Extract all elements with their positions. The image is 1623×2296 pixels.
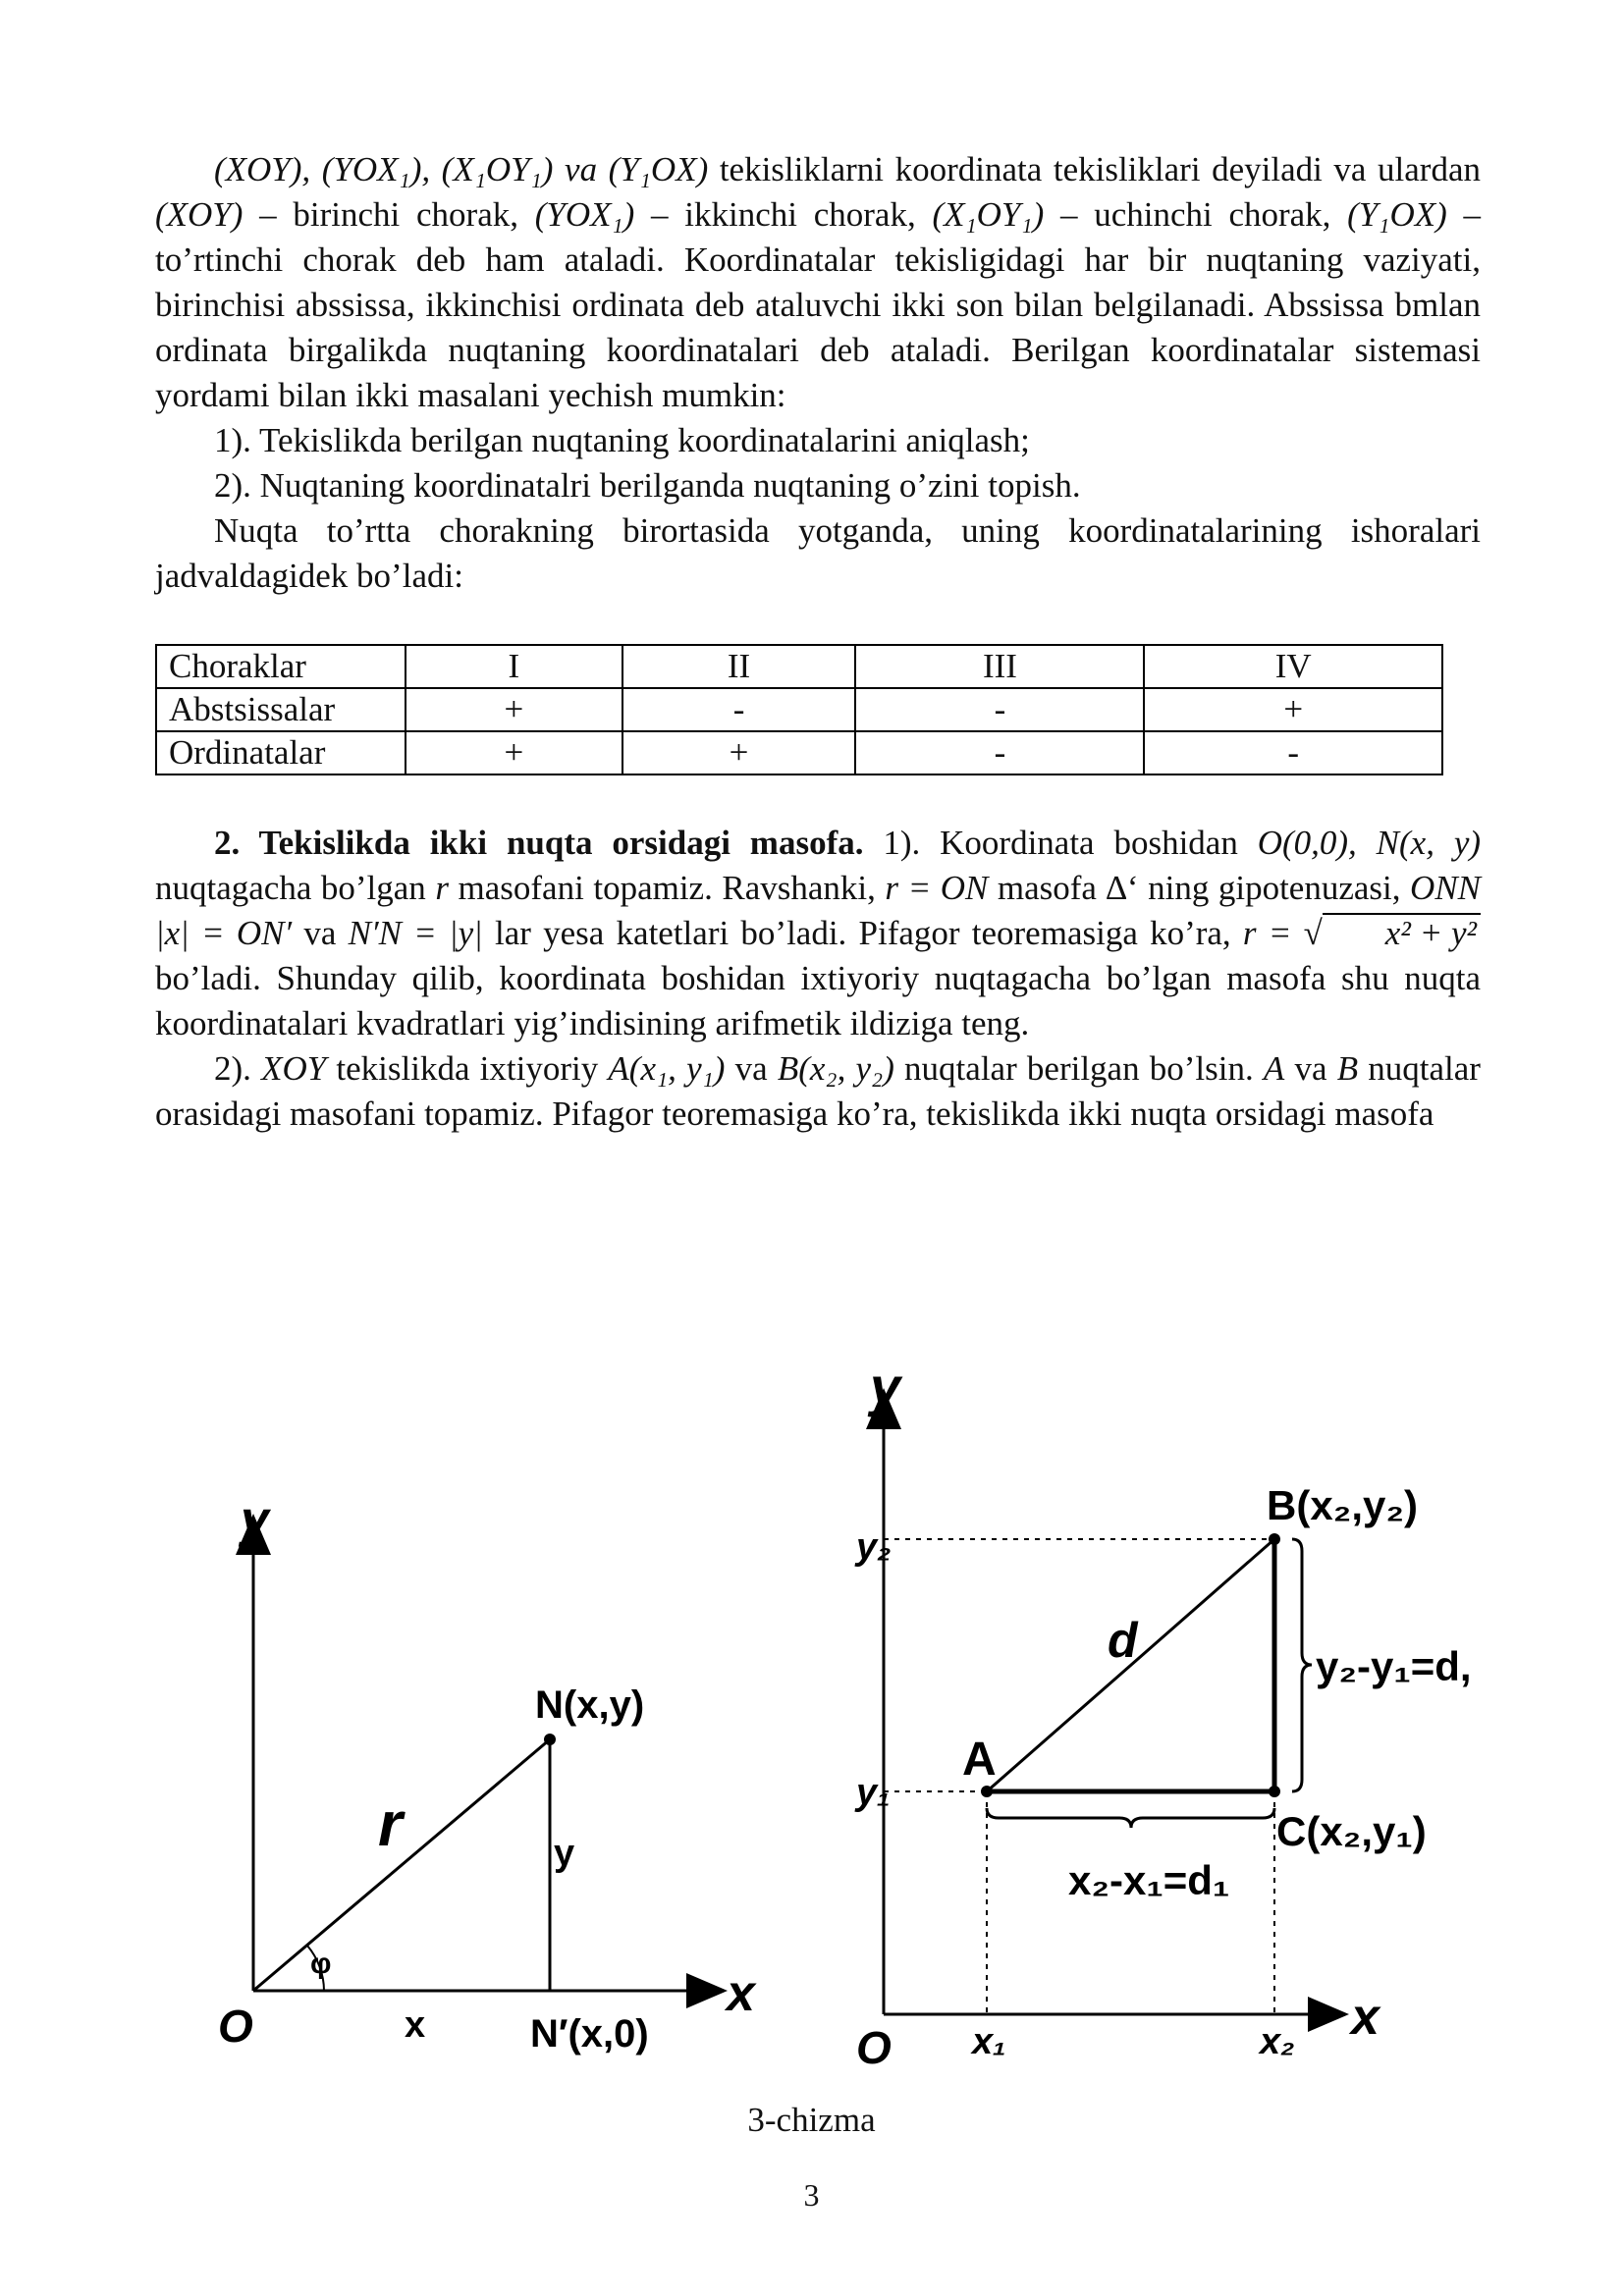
hyp-label: r [378, 1789, 403, 1859]
point-n-prime-label: N′(x,0) [530, 2012, 649, 2056]
page-number: 3 [803, 2177, 820, 2213]
figure-left [218, 1491, 757, 2056]
point-a [981, 1786, 993, 1797]
tick-y2: y₂ [856, 1526, 892, 1568]
x-axis-label: x [727, 1965, 755, 2022]
figure-caption: 3-chizma [747, 2101, 876, 2139]
origin-label: O [856, 2022, 892, 2073]
brace-horizontal-label: x₂-x₁=d₁ [1068, 1857, 1230, 1903]
paragraph-two-points: 2). XOY tekislikda ixtiyoriy A(x₁, y₁) va B(x₂, y₂) nuqtalar berilgan bo’lsin. A va B nuqtalar orasidagi masofani topamiz. Pifagor teoremasiga ko’ra, tekislikda ikki nuqta orsidagi masofa [155, 1049, 1481, 1133]
paragraph-signs: Nuqta to’rtta chorakning birortasida yotganda, uning koordinatalarining ishoralari jadvaldagidek bo’ladi: [155, 511, 1481, 595]
tick-x1: x₁ [972, 2021, 1006, 2062]
x-axis-label: x [1351, 1989, 1380, 2046]
section-title: 2. Tekislikda ikki nuqta orsidagi masofa. [214, 824, 864, 862]
point-n-label: N(x,y) [535, 1683, 645, 1727]
angle-label: φ [310, 1948, 332, 1980]
brace-horizontal [987, 1808, 1274, 1828]
tick-x2: x₂ [1260, 2021, 1295, 2062]
sqrt-expression: x² + y² [1323, 913, 1481, 952]
paragraph-distance: 2. Tekislikda ikki nuqta orsidagi masofa. 1). Koordinata boshidan O(0,0), N(x, y) nuqtagacha bo’lgan r masofani topamiz. Ravshanki, r = ON masofa ∆‘ ning gipotenuzasi, ONN |x| = ON′ va N′N = |y| lar yesa katetlari bo’ladi. Pifagor teoremasiga ko’ra, r = √ x² + y² bo’ladi. Shunday qilib, koordinata boshidan ixtiyoriy nuqtagacha bo’lgan masofa shu nuqta koordinatalari kvadratlari yig’indisining arifmetik ildiziga teng. [155, 824, 1482, 1042]
y-axis-label: y [241, 1491, 269, 1548]
leg-y-label: y [554, 1833, 575, 1874]
point-b [1269, 1533, 1280, 1545]
figure-right [854, 1356, 1472, 2073]
brace-vertical [1292, 1539, 1312, 1791]
formula-planes: (XOY), (YOX₁), (X₁OY₁) va (Y₁OX) [214, 150, 709, 188]
point-n [544, 1734, 556, 1745]
tick-y1: y₁ [856, 1772, 891, 1813]
table-row: Ordinatalar + + - - [156, 731, 1442, 774]
table-row: Choraklar I II III IV [156, 645, 1442, 688]
distance-d-label: d [1108, 1613, 1138, 1668]
point-a-label: A [962, 1734, 997, 1786]
point-c [1269, 1786, 1280, 1797]
y-axis-label: y [870, 1356, 901, 1417]
point-c-label: C(x₂,y₁) [1276, 1808, 1427, 1854]
table-row: Abstsissalar + - - + [156, 688, 1442, 731]
origin-label: O [218, 2001, 253, 2052]
list-item: 2). Nuqtaning koordinatalri berilganda nuqtaning o’zini topish. [214, 466, 1081, 505]
point-b-label: B(x₂,y₂) [1267, 1482, 1419, 1528]
hypotenuse-r [253, 1739, 550, 1991]
brace-vertical-label: y₂-y₁=d, [1316, 1643, 1472, 1689]
leg-x-label: x [405, 2004, 426, 2046]
paragraph-quadrants: (XOY), (YOX₁), (X₁OY₁) va (Y₁OX) tekisliklarni koordinata tekisliklari deyiladi va ulardan (XOY) – birinchi chorak, (YOX₁) – ikkinchi chorak, (X₁OY₁) – uchinchi chorak, (Y₁OX) – to’rtinchi chorak deb ham ataladi. Koordinatalar tekisligidagi har bir nuqtaning vaziyati, birinchisi abssissa, ikkinchisi ordinata deb ataluvchi ikki son bilan belgilanadi. Abssissa bmlan ordinata birgalikda nuqtaning koordinatalari deb ataladi. Berilgan koordinatalar sistemasi yordami bilan ikki masalani yechish mumkin: [155, 150, 1482, 414]
list-item: 1). Tekislikda berilgan nuqtaning koordinatalarini aniqlash; [214, 421, 1030, 459]
